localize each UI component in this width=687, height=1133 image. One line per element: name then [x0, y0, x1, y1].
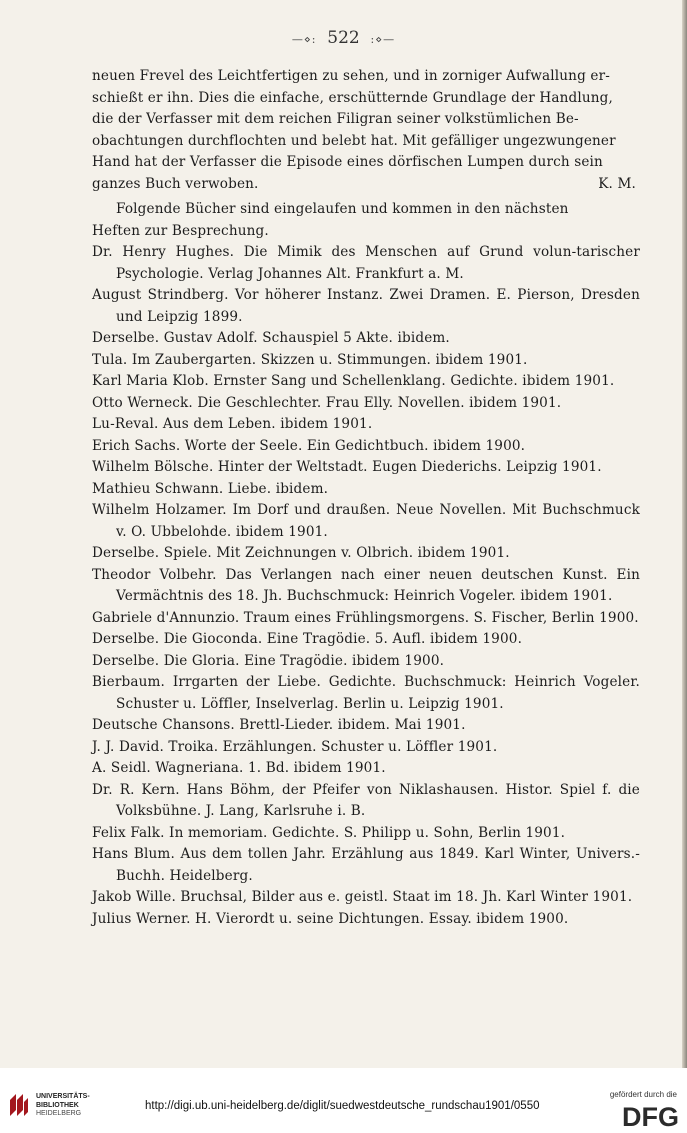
book-entry: Julius Werner. H. Vierordt u. seine Dichtungen. Essay. ibidem 1900.	[92, 910, 569, 927]
review-line: obachtungen durchflochten und belebt hat. Mit gefälliger ungezwungener	[92, 132, 616, 149]
book-entry: J. J. David. Troika. Erzählungen. Schuster u. Löffler 1901.	[92, 738, 498, 755]
review-paragraph	[92, 66, 640, 195]
book-entry: Bierbaum. Irrgarten der Liebe. Gedichte. Buchschmuck: Heinrich Vogeler. Schuster u. Löffler, Inselverlag. Berlin u. Leipzig 1901.	[92, 674, 640, 712]
library-name-line: UNIVERSITÄTS-	[36, 1093, 90, 1100]
book-entry: Derselbe. Die Gioconda. Eine Tragödie. 5. Aufl. ibidem 1900.	[92, 631, 523, 647]
book-entry: Tula. Im Zaubergarten. Skizzen u. Stimmungen. ibidem 1901.	[92, 351, 528, 368]
digitization-footer	[0, 1068, 687, 1133]
page-edge-shadow	[682, 0, 687, 1068]
book-entry: Lu-Reval. Aus dem Leben. ibidem 1901.	[92, 416, 373, 432]
book-entry: Wilhelm Holzamer. Im Dorf und draußen. Neue Novellen. Mit Buchschmuck v. O. Ubbelohde. ibidem 1901.	[92, 502, 640, 540]
page-body	[92, 66, 640, 930]
book-entry: Karl Maria Klob. Ernster Sang und Schellenklang. Gedichte. ibidem 1901.	[92, 373, 615, 389]
book-entry: Wilhelm Bölsche. Hinter der Weltstadt. Eugen Diederichs. Leipzig 1901.	[92, 459, 602, 475]
review-line: die der Verfasser mit dem reichen Filigran seiner volkstümlichen Be-	[92, 111, 579, 127]
page-number: 522	[327, 28, 360, 48]
book-entry: Mathieu Schwann. Liebe. ibidem.	[92, 480, 329, 497]
header-ornament-right: :⋄—	[370, 33, 396, 46]
library-name-line: HEIDELBERG	[36, 1110, 82, 1117]
library-name	[36, 1093, 90, 1119]
book-entry: Derselbe. Die Gloria. Eine Tragödie. ibidem 1900.	[92, 652, 445, 669]
book-entry: Gabriele d'Annunzio. Traum eines Frühlingsmorgens. S. Fischer, Berlin 1900.	[92, 609, 639, 626]
book-entry: Hans Blum. Aus dem tollen Jahr. Erzählung aus 1849. Karl Winter, Univers.-Buchh. Heidelberg.	[92, 846, 640, 884]
intro-paragraph	[92, 199, 640, 242]
book-entry: Dr. Henry Hughes. Die Mimik des Menschen auf Grund volun-tarischer Psychologie. Verlag Johannes Alt. Frankfurt a. M.	[92, 244, 640, 282]
book-entry: A. Seidl. Wagneriana. 1. Bd. ibidem 1901.	[92, 760, 386, 776]
header-ornament-left: —⋄:	[291, 33, 317, 46]
book-entry: Felix Falk. In memoriam. Gedichte. S. Philipp u. Sohn, Berlin 1901.	[92, 824, 566, 841]
book-list	[92, 242, 640, 930]
page-header	[0, 28, 687, 48]
book-entry: Jakob Wille. Bruchsal, Bilder aus e. geistl. Staat im 18. Jh. Karl Winter 1901.	[92, 889, 633, 905]
review-line: neuen Frevel des Leichtfertigen zu sehen, und in zorniger Aufwallung er-	[92, 68, 610, 84]
intro-line: Folgende Bücher sind eingelaufen und kommen in den nächsten	[116, 201, 569, 217]
book-entry: Deutsche Chansons. Brettl-Lieder. ibidem. Mai 1901.	[92, 717, 466, 733]
book-entry: August Strindberg. Vor höherer Instanz. Zwei Dramen. E. Pierson, Dresden und Leipzig 1899.	[92, 287, 640, 325]
library-name-line: BIBLIOTHEK	[36, 1101, 79, 1109]
book-entry: Otto Werneck. Die Geschlechter. Frau Elly. Novellen. ibidem 1901.	[92, 394, 562, 411]
review-line: Hand hat der Verfasser die Episode eines dörfischen Lumpen durch sein	[92, 154, 603, 170]
dfg-logo: DFG	[622, 1102, 679, 1132]
review-signature: K. M.	[598, 175, 636, 192]
book-entry: Dr. R. Kern. Hans Böhm, der Pfeifer von Niklashausen. Histor. Spiel f. die Volksbühne. J. Lang, Karlsruhe i. B.	[92, 781, 640, 819]
book-entry: Derselbe. Spiele. Mit Zeichnungen v. Olbrich. ibidem 1901.	[92, 545, 510, 561]
intro-line: Heften zur Besprechung.	[92, 222, 269, 239]
review-line: ganzes Buch verwoben.	[92, 175, 259, 192]
logo-shape-3	[24, 1098, 28, 1116]
review-line: schießt er ihn. Dies die einfache, erschütternde Grundlage der Handlung,	[92, 89, 613, 106]
logo-shape-1	[10, 1094, 16, 1116]
book-entry: Derselbe. Gustav Adolf. Schauspiel 5 Akte. ibidem.	[92, 330, 450, 346]
book-entry: Erich Sachs. Worte der Seele. Ein Gedichtbuch. ibidem 1900.	[92, 437, 526, 454]
book-entry: Theodor Volbehr. Das Verlangen nach einer neuen deutschen Kunst. Ein Vermächtnis des 18. Jh. Buchschmuck: Heinrich Vogeler. ibidem 1901.	[92, 566, 640, 604]
logo-shape-2	[17, 1094, 23, 1116]
university-library-logo-icon	[8, 1092, 30, 1118]
source-url-link[interactable]: http://digi.ub.uni-heidelberg.de/diglit/suedwestdeutsche_rundschau1901/0550	[145, 1100, 540, 1112]
funding-caption: gefördert durch die	[609, 1090, 677, 1099]
